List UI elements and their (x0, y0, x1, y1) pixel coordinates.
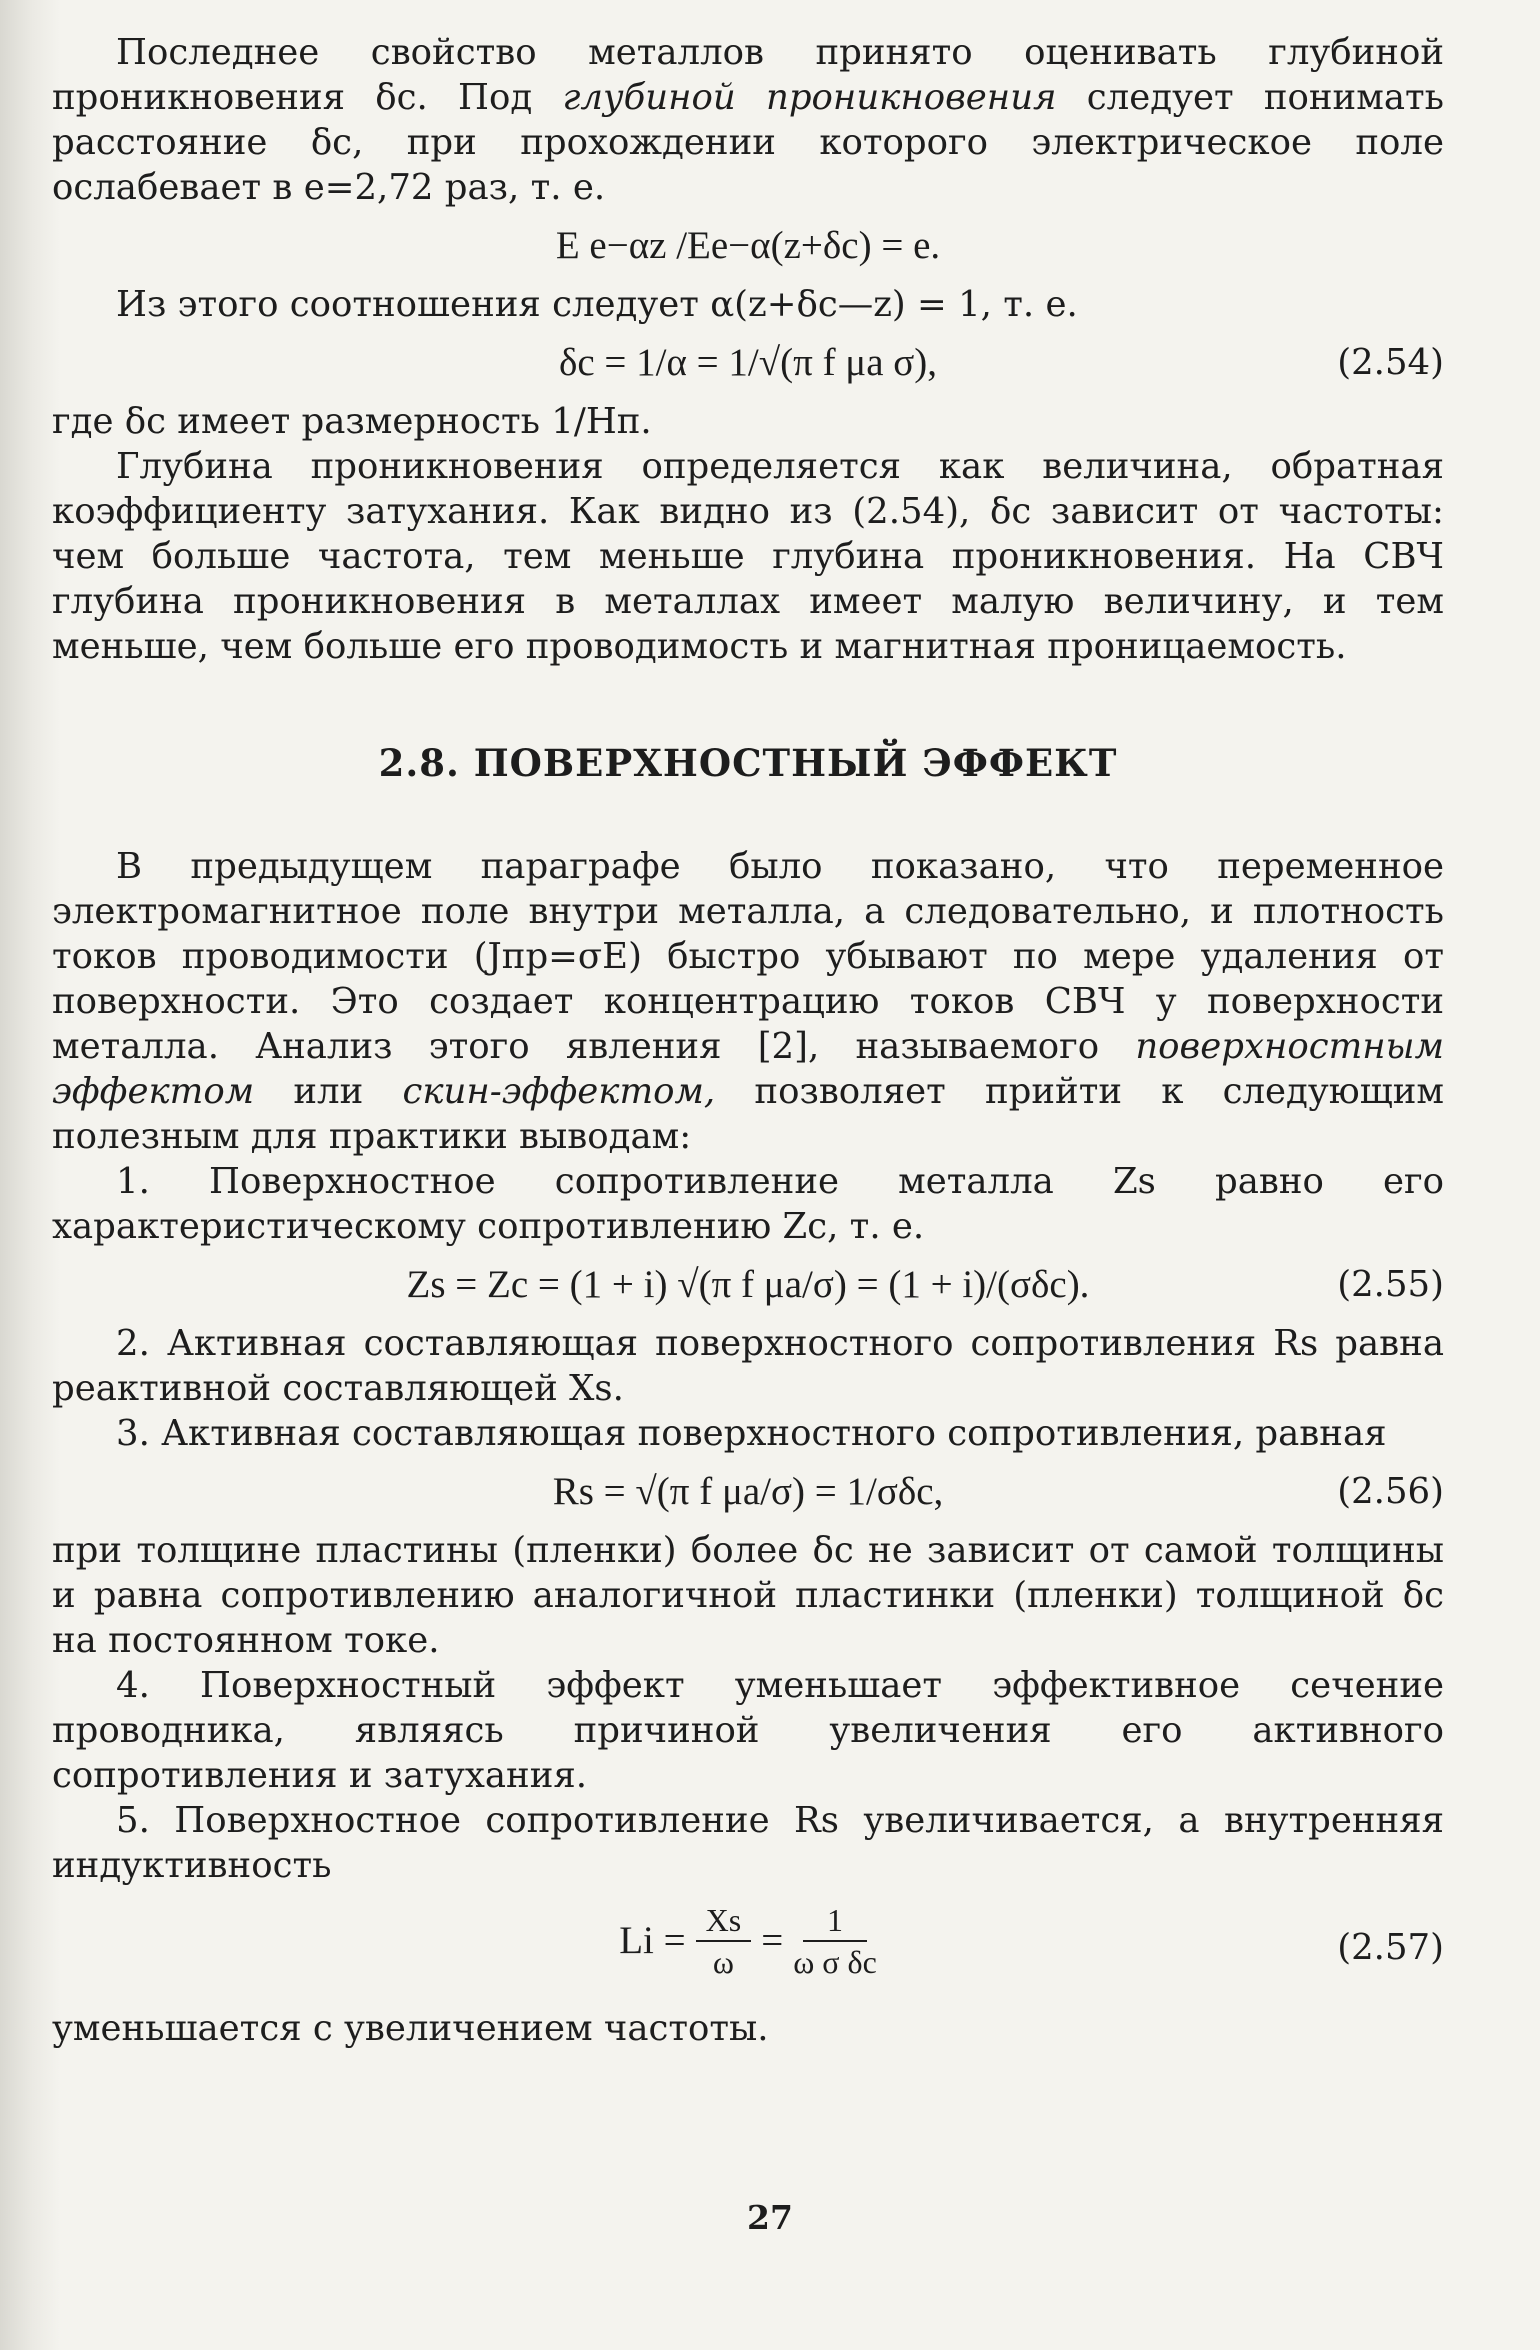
paragraph-section-intro: В предыдущем параграфе было показано, что переменное электромагнитное поле внутри металла, а следовательно, и плотность токов проводимости (Jпр=σE) быстро убывают по мере удаления от поверхности. Это создает концентрацию токов СВЧ у поверхности металла. Анализ этого явления [2], называемого поверхностным эффектом или скин-эффектом, позволяет прийти к следующим полезным для практики выводам: (52, 846, 1444, 1157)
equation-number-2-54: (2.54) (1337, 342, 1444, 383)
paragraph-skin-depth-def: Последнее свойство металлов принято оценивать глубиной проникновения δс. Под глубиной проникновения следует понимать расстояние δс, при прохождении которого электрическое поле ослабевает в e=2,72 раз, т. е. (52, 32, 1444, 208)
list-item-4: 4. Поверхностный эффект уменьшает эффективное сечение проводника, являясь причиной увеличения его активного сопротивления и затухания. (52, 1665, 1444, 1796)
fraction-denominator: ω (712, 1944, 734, 1980)
formula-attenuation-ratio: E e−αz /Ee−α(z+δc) = e. (555, 224, 941, 267)
paragraph-dimension: где δс имеет размерность 1/Нп. (52, 401, 652, 442)
emphasis-term: глубиной проникновения (562, 77, 1057, 118)
formula-2-56: Rs = √(π f μa/σ) = 1/σδc, (2.56) (52, 1466, 1444, 1518)
formula-2-55: Zs = Zc = (1 + i) √(π f μa/σ) = (1 + i)/(σδc). (2.55) (52, 1259, 1444, 1311)
paragraph-relation: Из этого соотношения следует α(z+δc—z) = 1, т. е. (116, 284, 1078, 325)
list-item-3: 3. Активная составляющая поверхностного сопротивления, равная (116, 1413, 1387, 1454)
section-heading: 2.8. ПОВЕРХНОСТНЫЙ ЭФФЕКТ (378, 741, 1118, 785)
list-item-1: 1. Поверхностное сопротивление металла Zs равно его характеристическому сопротивлению Zc, т. е. (52, 1161, 1444, 1247)
page-body (52, 30, 1444, 2051)
emphasis-surface-effect: поверхностным эффектом (52, 1026, 1444, 1112)
equation-number-2-57: (2.57) (1337, 1927, 1444, 1968)
emphasis-skin-effect: скин-эффектом, (402, 1071, 716, 1112)
page-number: 27 (747, 2198, 793, 2237)
formula-2-54: δc = 1/α = 1/√(π f μa σ), (2.54) (52, 337, 1444, 389)
list-item-3-continuation: при толщине пластины (пленки) более δс не зависит от самой толщины и равна сопротивлению аналогичной пластинки (пленки) толщиной δс на постоянном токе. (52, 1530, 1444, 1661)
equation-number-2-56: (2.56) (1337, 1471, 1444, 1512)
book-spine-shadow (0, 0, 60, 2350)
formula-2-57: Li = $\frac{Xs}{\omega}$ = $\frac{1}{\text{ω σ δc}}$ (2.57) (619, 1902, 1444, 1980)
fraction-denominator: ω σ δc (793, 1944, 877, 1980)
list-item-5-continuation: уменьшается с увеличением частоты. (52, 2008, 769, 2049)
equation-number-2-55: (2.55) (1337, 1264, 1444, 1305)
fraction-numerator: 1 (803, 1900, 867, 1942)
fraction-numerator: Xs (696, 1900, 752, 1942)
paragraph-depth-frequency: Глубина проникновения определяется как величина, обратная коэффициенту затухания. Как видно из (2.54), δс зависит от частоты: чем больше частота, тем меньше глубина проникновения. На СВЧ глубина проникновения в металлах имеет малую величину, и тем меньше, чем больше его проводимость и магнитная проницаемость. (52, 446, 1444, 667)
list-item-5: 5. Поверхностное сопротивление Rs увеличивается, а внутренняя индуктивность (52, 1800, 1444, 1886)
list-item-2: 2. Активная составляющая поверхностного сопротивления Rs равна реактивной составляющей Xs. (52, 1323, 1444, 1409)
